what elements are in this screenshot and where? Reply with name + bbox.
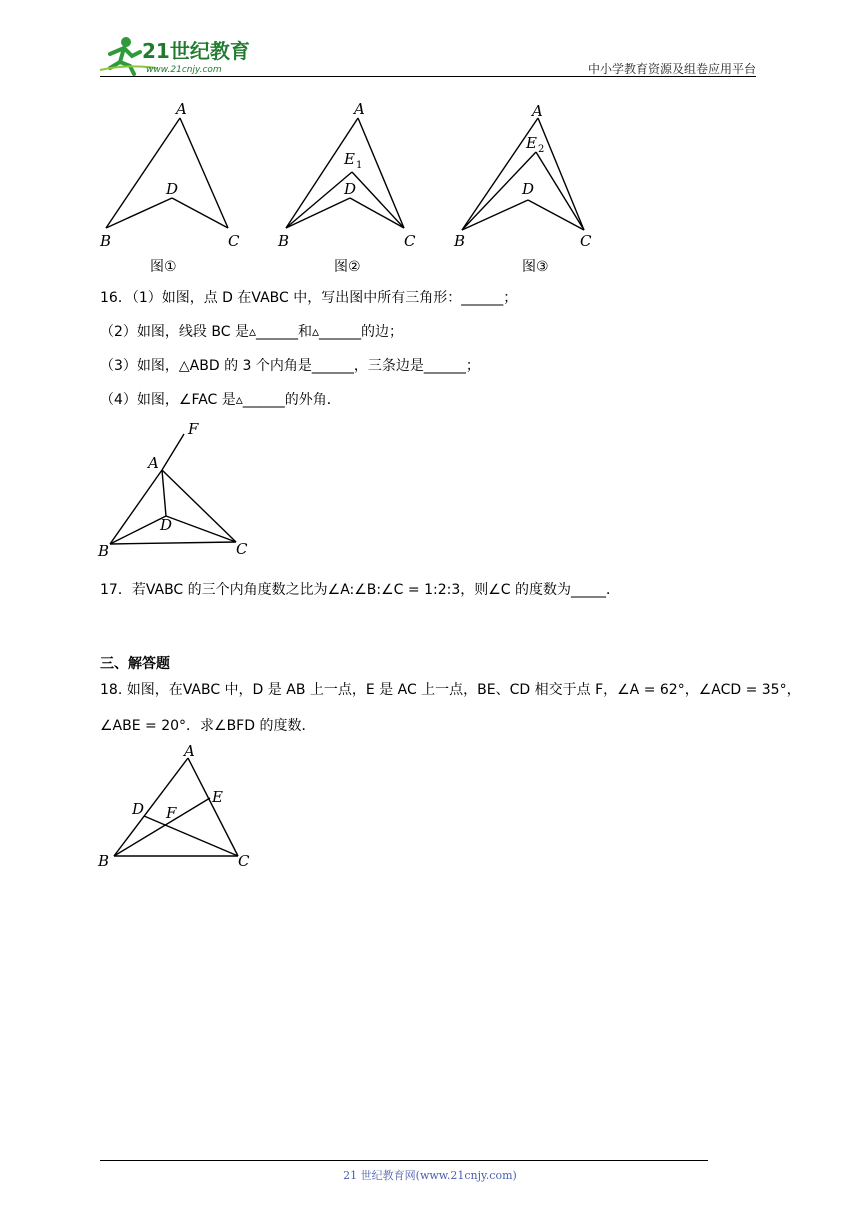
label-D: D [344,180,357,198]
label-C: C [404,232,416,250]
logo-url: www.21cnjy.com [146,65,222,75]
figure-3 [452,100,602,250]
label-D: D [160,516,173,534]
logo-text: 21世纪教育 [142,39,250,63]
label-C: C [580,232,592,250]
label-B: B [98,852,110,870]
q16-line-1: 16．（1）如图，点 D 在VABC 中，写出图中所有三角形：______； [100,290,518,306]
footer-link[interactable]: 21 世纪教育网(www.21cnjy.com) [343,1169,517,1182]
label-D: D [132,800,145,818]
label-B: B [98,542,110,560]
label-C: C [228,232,240,250]
footer-divider [100,1160,708,1161]
label-E-sub: 2 [538,144,545,155]
label-E: E [344,150,355,168]
q16-figure [94,418,264,562]
label-A: A [354,100,365,118]
label-B: B [100,232,112,250]
header-divider [100,76,756,77]
figure-1-caption: 图① [150,259,177,275]
q18-line-2: ∠ABE = 20°．求∠BFD 的度数． [100,718,316,734]
q16-line-3: （3）如图，△ABD 的 3 个内角是______，三条边是______； [100,358,480,374]
section-title: 三、解答题 [100,656,170,672]
label-B: B [278,232,290,250]
figure-3-caption: 图③ [522,259,549,275]
label-E: E [526,134,537,152]
label-A: A [184,742,195,760]
q17-text: 17．若VABC 的三个内角度数之比为∠A:∠B:∠C = 1:2:3，则∠C 的度数为_____． [100,582,621,598]
label-B: B [454,232,466,250]
figure-2 [276,100,426,250]
q16-line-2: （2）如图，线段 BC 是▵______和▵______的边； [100,324,403,340]
label-A: A [532,102,543,120]
site-logo [96,34,266,76]
label-C: C [238,852,250,870]
label-A: A [176,100,187,118]
q16-line-4: （4）如图，∠FAC 是▵______的外角． [100,392,341,408]
figure-2-caption: 图② [334,259,361,275]
label-E: E [212,788,223,806]
label-E-sub: 1 [356,160,363,171]
header-platform-text: 中小学教育资源及组卷应用平台 [587,62,756,76]
label-F: F [188,420,199,438]
figure-1 [96,100,246,250]
label-D: D [166,180,179,198]
label-D: D [522,180,535,198]
label-C: C [236,540,248,558]
q18-line-1: 18. 如图，在VABC 中，D 是 AB 上一点，E 是 AC 上一点，BE、CD 相交于点 F，∠A = 62°，∠ACD = 35°， [100,682,801,698]
label-F: F [166,804,177,822]
label-A: A [148,454,159,472]
q18-figure [96,740,266,872]
